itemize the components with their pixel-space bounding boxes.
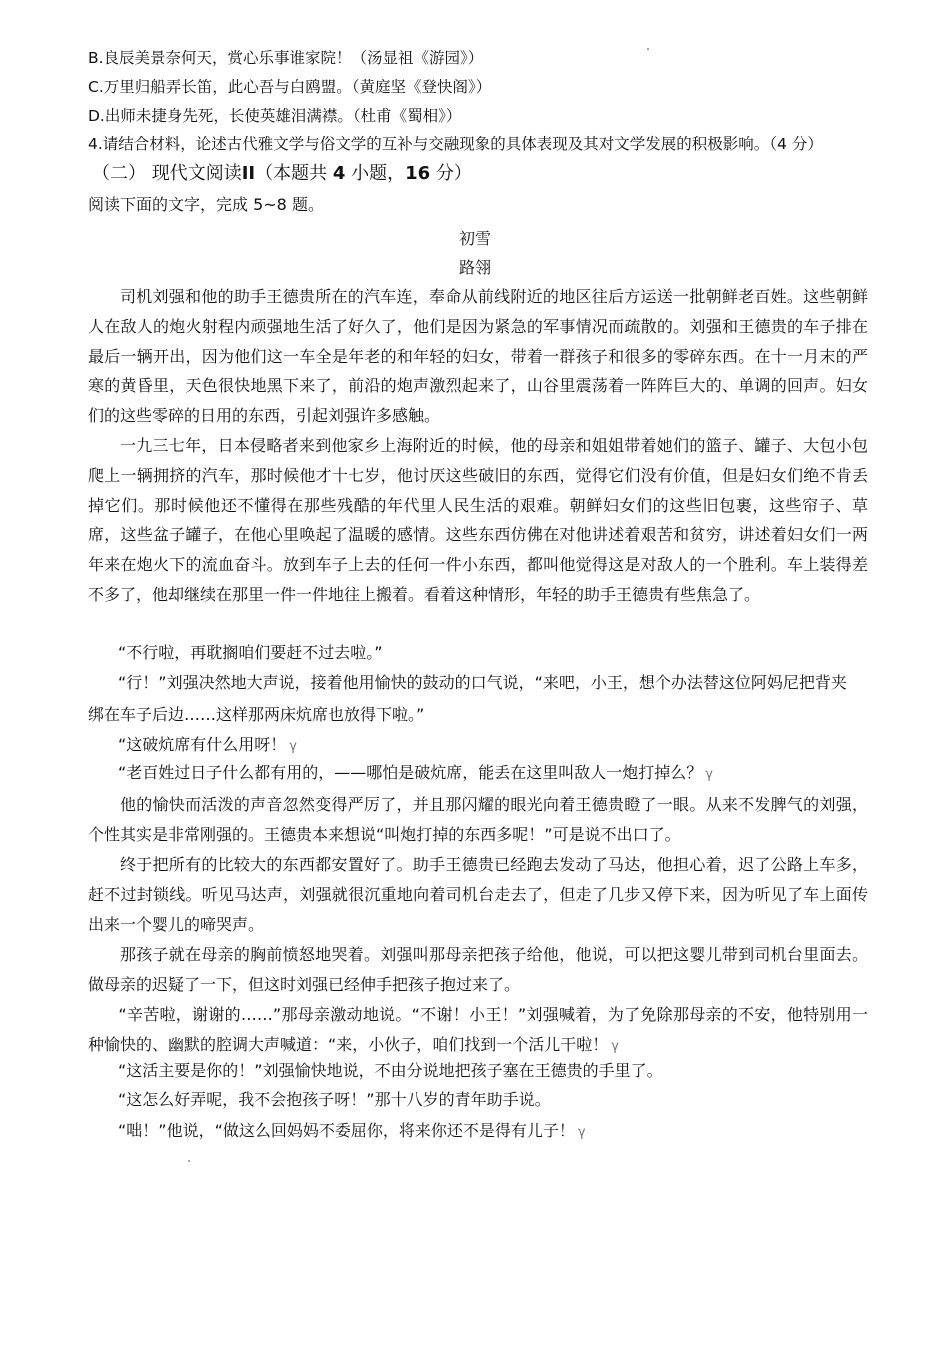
section-info-a: （本题共 [255, 163, 333, 184]
dialogue-3-mark: γ [289, 739, 297, 754]
paragraph-6-mark: γ [611, 1038, 619, 1054]
section-prefix: （二） 现代文阅读 [92, 163, 242, 184]
paragraph-3: 他的愉快而活泼的声音忽然变得严厉了，并且那闪耀的眼光向着王德贵瞪了一眼。从来不发脾气的刘强，个性其实是非常刚强的。王德贵本来想说“叫炮打掉的东西多呢！”可是说不出口了。 [88, 795, 868, 844]
dialogue-4-mark: γ [705, 767, 713, 782]
dialogue-2a: “行！”刘强决然地大声说，接着他用愉快的鼓动的口气说，“来吧，小王，想个办法替这位阿妈尼把背夹 [118, 673, 847, 692]
stray-dot-top [647, 48, 649, 50]
dialogue-4 [118, 762, 713, 786]
dialogue-2b: 绑在车子后边……这样那两床炕席也放得下啦。” [88, 705, 425, 724]
reading-instruction: 阅读下面的文字，完成 5~8 题。 [88, 195, 324, 214]
dialogue-5: “这活主要是你的！”刘强愉快地说，不由分说地把孩子塞在王德贵的手里了。 [118, 1061, 663, 1080]
stray-dot-bottom [188, 1160, 190, 1162]
dialogue-7-text: “咄！”他说，“做这么回妈妈不委屈你，将来你还不是得有儿子！ [118, 1121, 575, 1140]
article-title: 初雪 [458, 229, 491, 248]
dialogue-3-text: “这破炕席有什么用呀！ [118, 735, 287, 754]
dialogue-3 [118, 734, 297, 758]
paragraph-4: 终于把所有的比较大的东西都安置好了。助手王德贵已经跑去发动了马达，他担心着，迟了公路上车多，赶不过封锁线。听见马达声，刘强就很沉重地向着司机台走去了，但走了几步又停下来，因为听见了车上面传出来一个婴儿的啼哭声。 [88, 855, 868, 934]
section-points: 16 [405, 163, 431, 184]
section-count: 4 [332, 163, 346, 184]
dialogue-6: “这怎么好弄呢，我不会抱孩子呀！”那十八岁的青年助手说。 [118, 1090, 551, 1109]
dialogue-4-text: “老百姓过日子什么都有用的，——哪怕是破炕席，能丢在这里叫敌人一炮打掉么？ [118, 763, 703, 782]
section-roman: II [241, 163, 256, 184]
paragraph-5: 那孩子就在母亲的胸前愤怒地哭着。刘强叫那母亲把孩子给他，他说，可以把这婴儿带到司机台里面去。做母亲的迟疑了一下，但这时刘强已经伸手把孩子抱过来了。 [88, 945, 868, 994]
question-4: 4.请结合材料，论述古代雅文学与俗文学的互补与交融现象的具体表现及其对文学发展的积极影响。（4 分） [88, 135, 823, 153]
dialogue-7-mark: γ [577, 1125, 586, 1140]
dialogue-1: “不行啦，再耽搁咱们要赶不过去啦。” [118, 643, 383, 662]
paragraph-1: 司机刘强和他的助手王德贵所在的汽车连，奉命从前线附近的地区往后方运送一批朝鲜老百姓。这些朝鲜人在敌人的炮火射程内顽强地生活了好久了，他们是因为紧急的军事情况而疏散的。刘强和王德贵的车子排在最后一辆开出，因为他们这一车全是年老的和年轻的妇女，带着一群孩子和很多的零碎东西。在十一月末的严寒的黄昏里，天色很快地黑下来了，前沿的炮声激烈起来了，山谷里震荡着一阵阵巨大的、单调的回声。妇女们的这些零碎的日用的东西，引起刘强许多感触。 [88, 287, 868, 426]
option-d: D.出师未捷身先死，长使英雄泪满襟。（杜甫《蜀相》） [88, 107, 462, 125]
paragraph-6 [88, 1000, 868, 1062]
option-b: B.良辰美景奈何天，赏心乐事谁家院！（汤显祖《游园》） [88, 49, 484, 67]
paragraph-2: 一九三七年，日本侵略者来到他家乡上海附近的时候，他的母亲和姐姐带着她们的篮子、罐子、大包小包爬上一辆拥挤的汽车，那时候他才十七岁，他讨厌这些破旧的东西，觉得它们没有价值，但是妇女们绝不肯丢掉它们。那时候他还不懂得在那些残酷的年代里人民生活的艰难。朝鲜妇女们的这些旧包裹，这些帘子、草席，这些盆子罐子，在他心里唤起了温暖的感情。这些东西仿佛在对他讲述着艰苦和贫穷，讲述着妇女们一两年来在炮火下的流血奋斗。放到车子上去的任何一件小东西，都叫他觉得这是对敌人的一个胜利。车上装得差不多了，他却继续在那里一件一件地往上搬着。看着这种情形，年轻的助手王德贵有些焦急了。 [88, 436, 868, 604]
option-c: C.万里归船弄长笛，此心吾与白鸥盟。（黄庭坚《登快阁》） [88, 78, 492, 96]
section-heading [92, 162, 472, 186]
dialogue-7 [118, 1120, 586, 1144]
section-info-c: 分） [430, 163, 472, 184]
article-author: 路翎 [458, 258, 491, 277]
section-info-b: 小题， [345, 163, 406, 184]
paragraph-6-text: “辛苦啦，谢谢的……”那母亲激动地说。“不谢！小王！”刘强喊着，为了免除那母亲的不安，他特别用一种愉快的、幽默的腔调大声喊道：“来，小伙子，咱们找到一个活儿干啦！ [88, 1005, 868, 1054]
